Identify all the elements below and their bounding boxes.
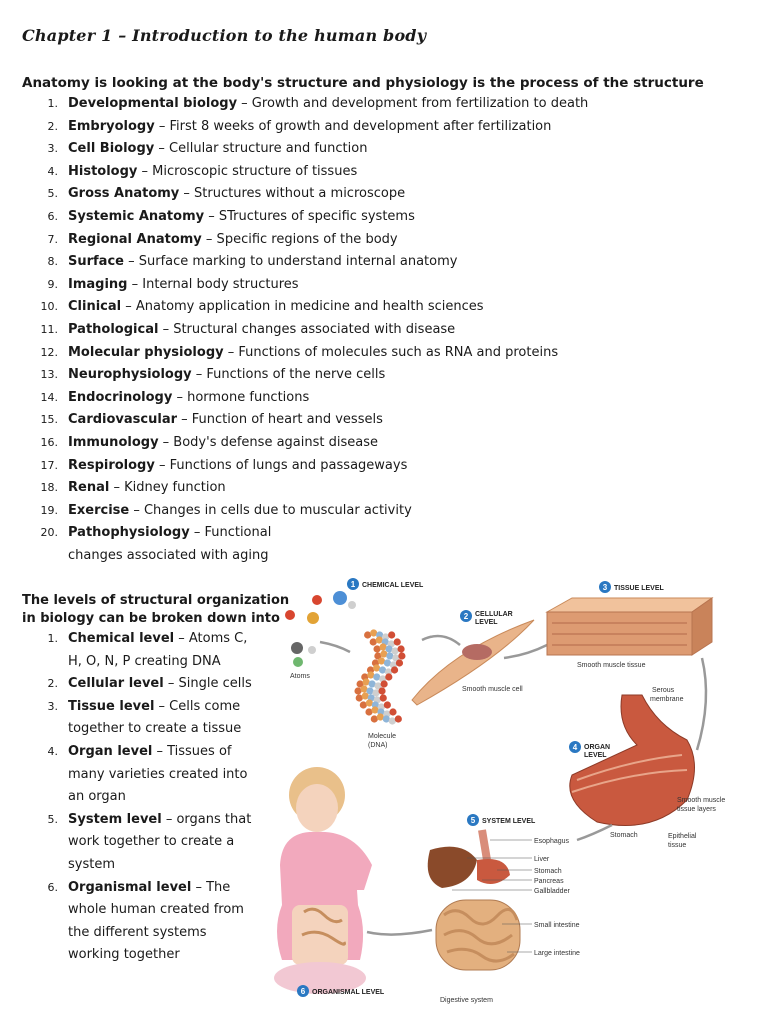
item-term: Tissue level [68,698,155,714]
branch-item [28,183,588,206]
item-term: Endocrinology [68,389,173,405]
level-item [28,741,258,809]
item-number: 3. [47,699,58,713]
pancreas-label: Pancreas [534,878,564,885]
system-level-label: SYSTEM LEVEL [482,818,536,825]
stomach-label: Stomach [534,868,562,875]
branch-item [28,522,588,545]
item-number: 4. [47,744,58,758]
item-number: 12. [40,345,58,359]
organismal-level-label: ORGANISMAL LEVEL [312,989,385,996]
level-item [28,673,258,696]
item-number: 19. [40,503,58,517]
atom-sphere [380,694,387,701]
item-term: Organismal level [68,879,192,895]
intro-text: Anatomy is looking at the body's structure and physiology is the process of the structure [22,75,704,91]
item-term: Chemical level [68,631,175,646]
item-number: 10. [40,300,58,314]
atom-sphere [396,659,403,666]
item-term: Surface [68,254,124,270]
epithelial-tissue-label: tissue [668,842,687,849]
atom-sphere [388,631,395,638]
smooth-muscle-cell-label: Smooth muscle cell [462,686,523,693]
atom-sphere [384,701,391,708]
item-description: – The whole human created from the different systems working together [68,879,244,963]
item-term: Clinical [68,299,122,315]
branches-list [28,93,588,567]
item-description: – Functions of molecules such as RNA and proteins [223,344,559,360]
molecule-label: Molecule [368,733,397,740]
serous-membrane-label: Serous [652,687,675,694]
item-description: – Functional [189,525,272,541]
branch-item [28,342,588,365]
large-intestine-label: Large intestine [534,950,580,957]
level-item [28,877,258,967]
epithelial-tissue-label: Epithelial [668,833,697,840]
atom-sphere [389,708,396,715]
organ-level-label: LEVEL [584,752,607,759]
item-term: Neurophysiology [68,367,192,383]
gallbladder-label: Gallbladder [534,888,570,895]
item-number: 17. [40,458,58,472]
item-description: – Body's defense against disease [158,434,378,450]
level-item [28,696,258,741]
tissue-level-label: TISSUE LEVEL [614,585,664,592]
level-item [28,809,258,877]
item-number: 16. [40,435,58,449]
item-number: 2. [47,119,58,133]
levels-heading [22,592,289,628]
branch-item [28,477,588,500]
item-term: Exercise [68,502,130,518]
branch-item [28,116,588,139]
atom-sphere [395,715,402,722]
item-term: Respirology [68,457,155,473]
branch-item [28,161,588,184]
item-term: Organ level [68,743,153,759]
item-number: 15. [40,413,58,427]
stomach-organ-icon [570,695,695,826]
item-number: 14. [40,390,58,404]
item-description: – Kidney function [109,480,226,496]
item-term: System level [68,811,162,827]
liver-label: Liver [534,856,550,863]
item-number: 9. [47,277,58,291]
item-description: – Structures without a microscope [179,186,406,202]
esophagus-label: Esophagus [534,838,570,845]
atom-sphere [385,673,392,680]
item-number: 18. [40,481,58,495]
item-description: – Functions of lungs and passageways [154,457,408,473]
item-description: – hormone functions [172,389,310,405]
arrow-icon [422,636,460,645]
muscle-layers-label: Smooth muscle [677,797,726,804]
branch-item [28,274,588,297]
branch-item [28,251,588,274]
item-description: – Growth and development from fertilization to death [237,96,589,111]
branch-item [28,455,588,478]
branch-item [28,364,588,387]
cellular-level-label: CELLULAR [475,611,513,618]
item-number: 1. [47,97,58,110]
atom-sphere [381,680,388,687]
item-term: Cell Biology [68,141,155,157]
item-term: Regional Anatomy [68,231,202,247]
item-description: – Atoms C, H, O, N, P creating DNA [68,631,248,669]
item-term: Pathological [68,321,159,337]
serous-membrane-label: membrane [650,696,684,703]
item-description: – Structural changes associated with disease [158,321,456,337]
item-description: – STructures of specific systems [204,208,415,224]
step-1-number: 1 [350,580,356,589]
organ-level-label: ORGAN [584,744,611,751]
step-6-number: 6 [300,987,306,996]
branch-item [28,432,588,455]
item-description: – Changes in cells due to muscular activity [129,502,412,518]
arrow-icon [320,642,350,652]
branch-item [28,138,588,161]
branch-item [28,93,588,116]
item-number: 6. [47,880,58,894]
step-5-number: 5 [470,816,476,825]
branch-item [28,206,588,229]
branch-item [28,500,588,523]
item-number: 5. [47,812,58,826]
item-term: Developmental biology [68,96,238,111]
item-description: – Function of heart and vessels [177,412,383,428]
item-term: Cardiovascular [68,412,178,428]
atoms-label: Atoms [290,673,310,680]
arrow-icon [577,825,612,840]
arrow-icon [504,645,547,658]
branch-item [28,319,588,342]
item-number: 8. [47,255,58,269]
item-number: 20. [40,526,58,540]
item-term: Systemic Anatomy [68,208,205,224]
atom-sphere [398,652,405,659]
atom-sphere [378,687,385,694]
level-item [28,628,258,673]
atoms-icon [285,591,356,667]
digestive-system-label: Digestive system [440,997,493,1004]
branch-item [28,387,588,410]
cellular-level-label: LEVEL [475,619,498,626]
smooth-muscle-tissue-label: Smooth muscle tissue [577,662,646,669]
dna-label: (DNA) [368,742,388,749]
small-intestine-label: Small intestine [534,922,580,929]
item-description: – Single cells [163,676,252,692]
atom-sphere [394,638,401,645]
item-term: Cellular level [68,676,164,692]
branch-item [28,296,588,319]
step-4-number: 4 [572,743,578,752]
levels-heading-line: in biology can be broken down into [22,611,280,626]
branch-item [28,229,588,252]
item-number: 6. [47,209,58,223]
item-description: – Anatomy application in medicine and health sciences [121,299,484,315]
item-description: – Functions of the nerve cells [191,367,386,383]
chemical-level-label: CHEMICAL LEVEL [362,582,424,589]
item-description: – First 8 weeks of growth and development after fertilization [154,118,552,134]
item-term: Gross Anatomy [68,186,180,202]
item-description: – Specific regions of the body [201,231,398,247]
levels-of-organization-diagram [272,560,762,1010]
item-description: – Surface marking to understand internal anatomy [123,254,458,270]
item-number: 3. [47,142,58,156]
atom-sphere [391,666,398,673]
step-3-number: 3 [602,583,608,592]
item-description: – Cells come together to create a tissue [68,698,242,737]
item-number: 13. [40,368,58,382]
muscle-layers-label: tissue layers [677,806,716,813]
item-description: – organs that work together to create a system [68,811,252,872]
item-term: Molecular physiology [68,344,224,360]
item-number: 7. [47,232,58,246]
item-term: Pathophysiology [68,525,190,541]
item-description: – Tissues of many varieties created into an organ [68,743,248,805]
digestive-system-icon [428,830,520,970]
item-term: Embryology [68,118,155,134]
step-2-number: 2 [463,612,469,621]
item-term: Imaging [68,276,128,292]
item-number: 4. [47,164,58,178]
item-description: – Cellular structure and function [154,141,368,157]
item-term: Histology [68,163,138,179]
item-number: 5. [47,187,58,201]
smooth-muscle-tissue-icon [547,598,712,655]
levels-heading-line: The levels of structural organization [22,593,290,608]
page-title: Chapter 1 – Introduction to the human body [22,26,427,45]
item-number: 2. [47,677,58,691]
item-number: 11. [40,322,58,336]
arrow-icon [367,930,432,935]
item-continuation: changes associated with aging [68,547,269,563]
item-description: – Microscopic structure of tissues [137,163,358,179]
atom-sphere [397,645,404,652]
child-figure-icon [274,767,372,994]
item-number: 1. [47,632,58,645]
arrow-icon [697,658,706,750]
branch-item [28,409,588,432]
item-description: – Internal body structures [127,276,299,292]
levels-list [28,628,258,967]
item-term: Renal [68,480,110,496]
item-term: Immunology [68,434,159,450]
dna-molecule-icon [354,629,405,724]
organ-stomach-label: Stomach [610,832,638,839]
